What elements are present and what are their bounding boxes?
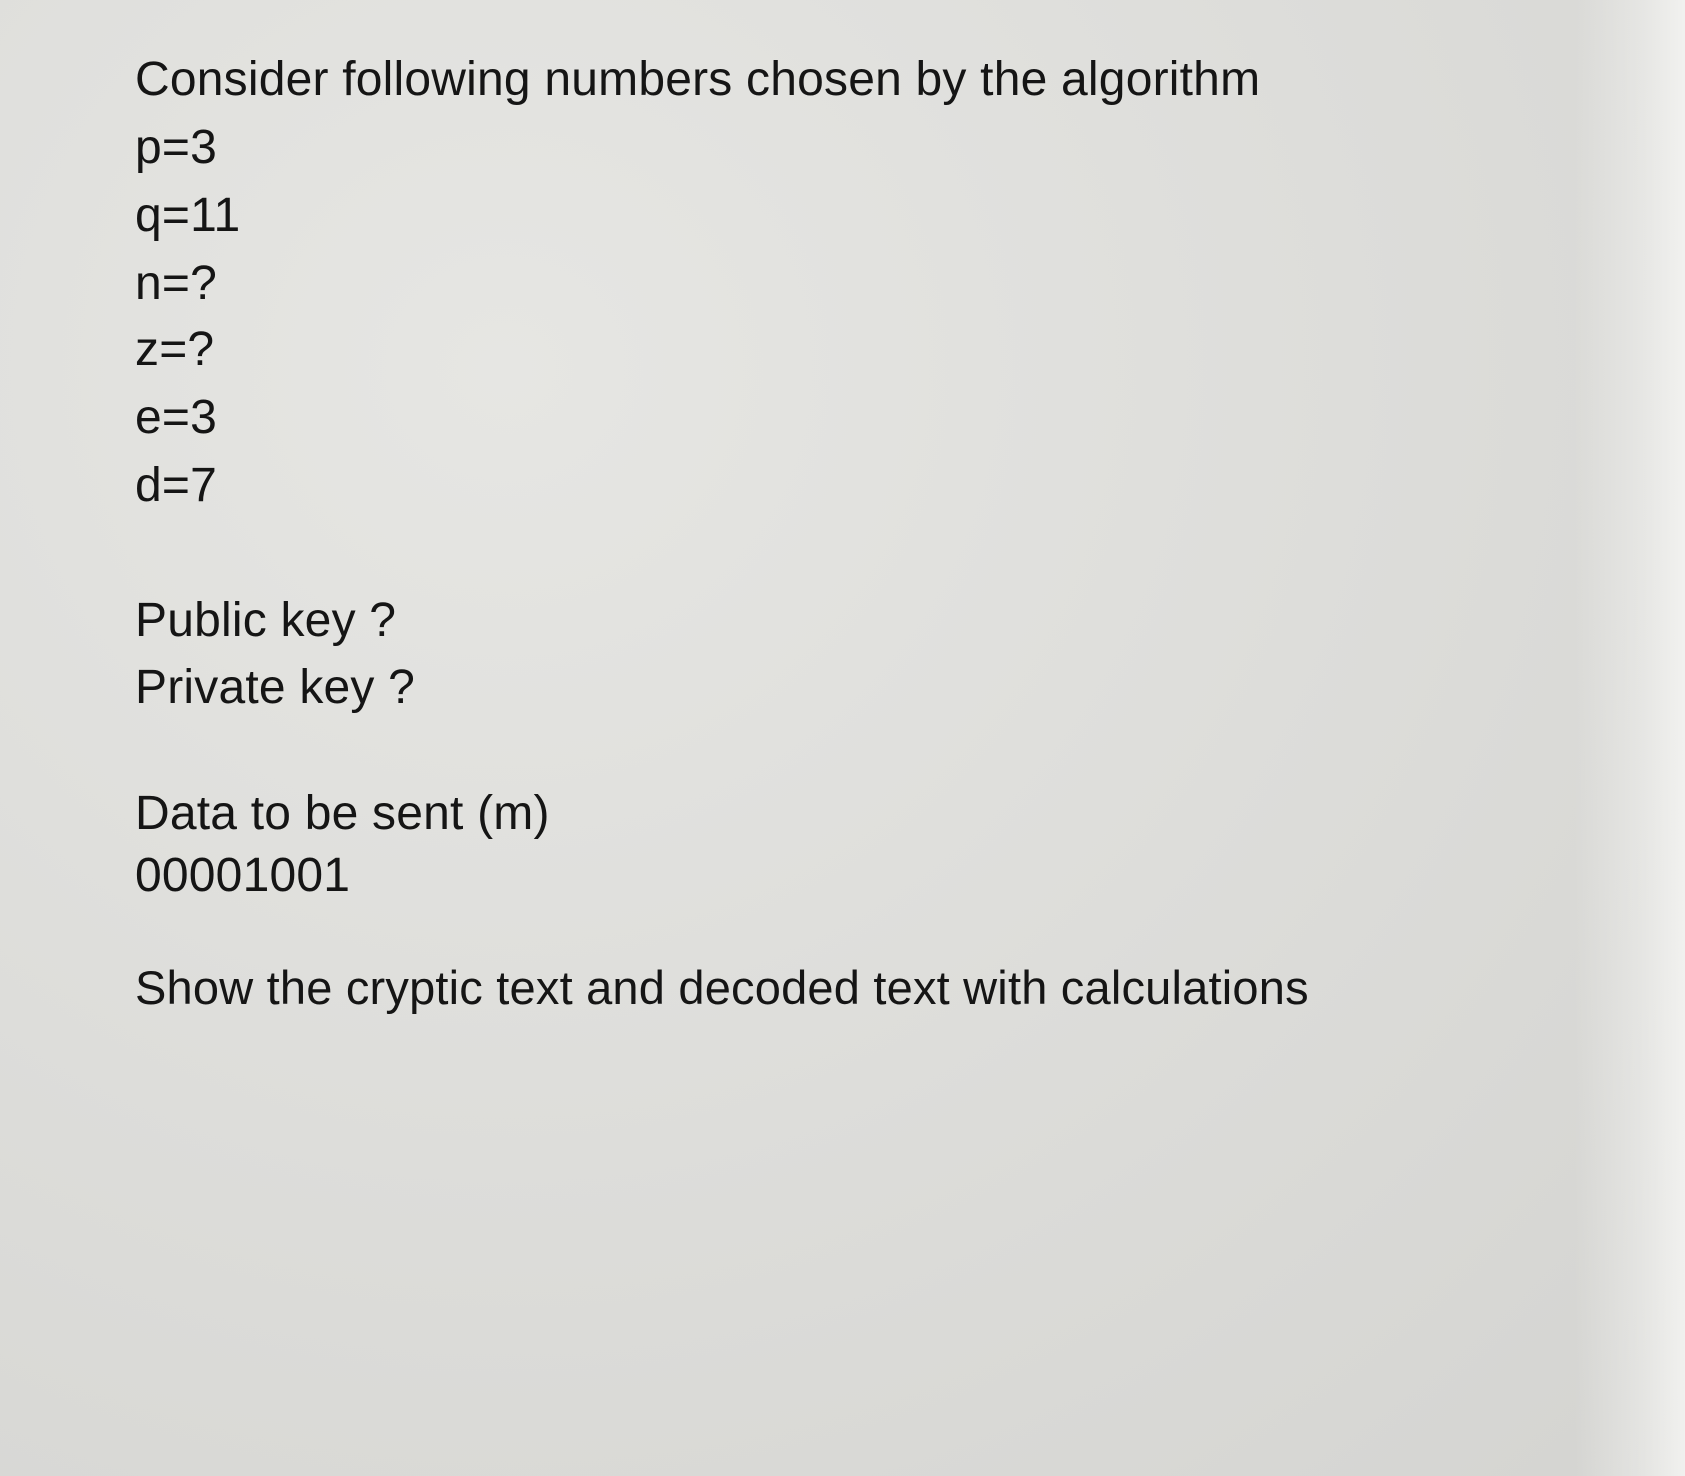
data-value: 00001001	[135, 849, 351, 902]
param-d: d=7	[135, 459, 218, 512]
param-n: n=?	[135, 257, 218, 310]
param-e: e=3	[135, 391, 218, 444]
task-instruction: Show the cryptic text and decoded text with calculations	[135, 961, 1309, 1014]
param-p: p=3	[135, 121, 218, 174]
param-q: q=11	[135, 189, 241, 242]
private-key-question: Private key ?	[135, 661, 416, 714]
intro-text: Consider following numbers chosen by the algorithm	[135, 53, 1261, 106]
data-label: Data to be sent (m)	[135, 787, 550, 840]
param-z: z=?	[135, 323, 215, 376]
public-key-question: Public key ?	[135, 594, 397, 647]
paper-edge-highlight	[1575, 0, 1685, 1476]
